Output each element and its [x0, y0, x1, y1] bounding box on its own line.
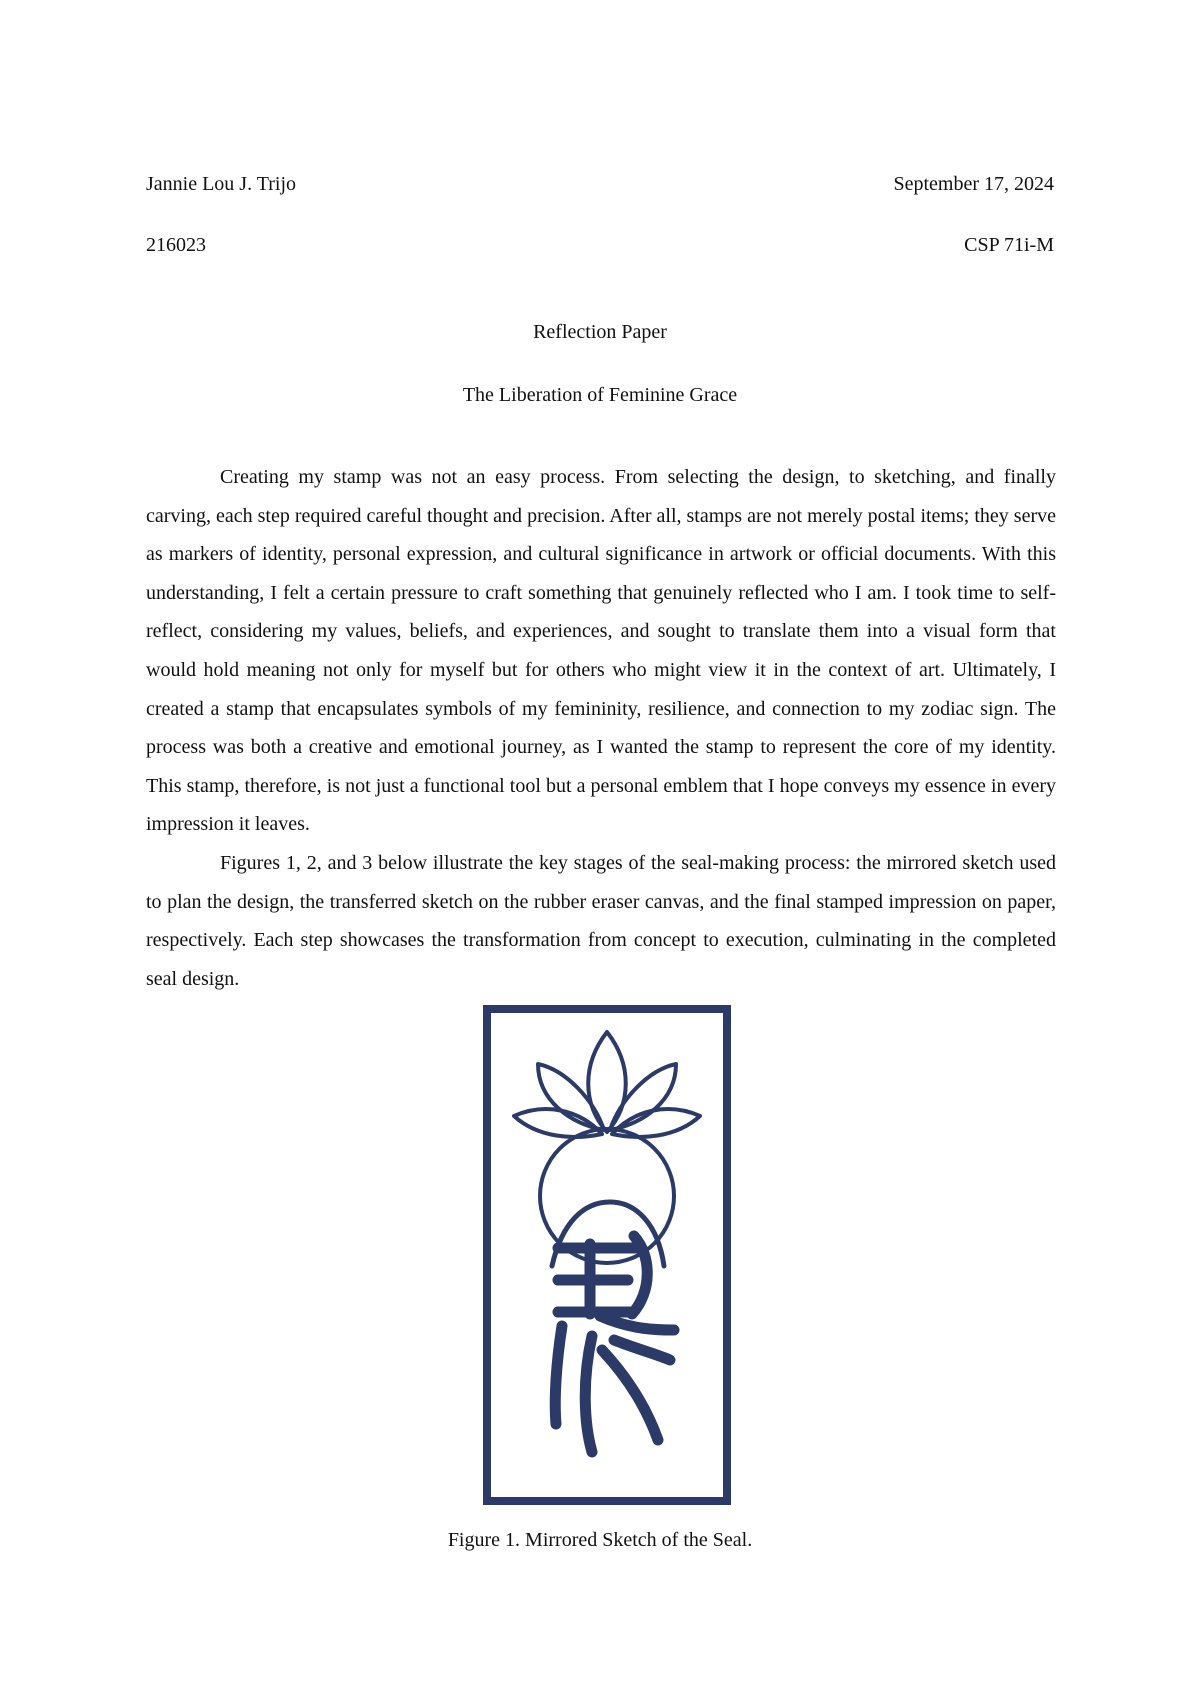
paragraph-1: Creating my stamp was not an easy process. From selecting the design, to sketching, and finally carving, each step required careful thought and precision. After all, stamps are not merely postal items; they serve as markers of identity, personal expression, and cultural significance in artwork or official documents. With this understanding, I felt a certain pressure to craft something that genuinely reflected who I am. I took time to self-reflect, considering my values, beliefs, and experiences, and sought to translate them into a visual form that would hold meaning not only for myself but for others who might view it in the context of art. Ultimately, I created a stamp that encapsulates symbols of my femininity, resilience, and connection to my zodiac sign. The process was both a creative and emotional journey, as I wanted the stamp to represent the core of my identity. This stamp, therefore, is not just a functional tool but a personal emblem that I hope conveys my essence in every impression it leaves. — [146, 466, 1056, 836]
seal-sketch-image — [482, 1004, 732, 1506]
figure-caption: Figure 1. Mirrored Sketch of the Seal. — [447, 1529, 753, 1551]
seal-character — [555, 1236, 674, 1452]
author-name: Jannie Lou J. Trijo — [146, 173, 297, 195]
student-id: 216023 — [146, 234, 206, 256]
course-code: CSP 71i-M — [964, 234, 1054, 256]
document-type: Reflection Paper — [533, 321, 667, 343]
header-row-top — [146, 172, 1054, 196]
seal-frame — [487, 1009, 727, 1501]
lotus-flower — [514, 1032, 700, 1137]
seal-sketch-figure — [482, 1004, 732, 1506]
paper-date: September 17, 2024 — [893, 173, 1054, 195]
paragraph-2: Figures 1, 2, and 3 below illustrate the key stages of the seal-making process: the mirrored sketch used to plan the design, the transferred sketch on the rubber eraser canvas, and the final stamped impression on paper, respectively. Each step showcases the transformation from concept to execution, culminating in the completed seal design. — [146, 851, 1056, 990]
document-title: The Liberation of Feminine Grace — [462, 384, 738, 406]
document-body — [146, 458, 1056, 998]
header-row-bottom — [146, 233, 1054, 257]
